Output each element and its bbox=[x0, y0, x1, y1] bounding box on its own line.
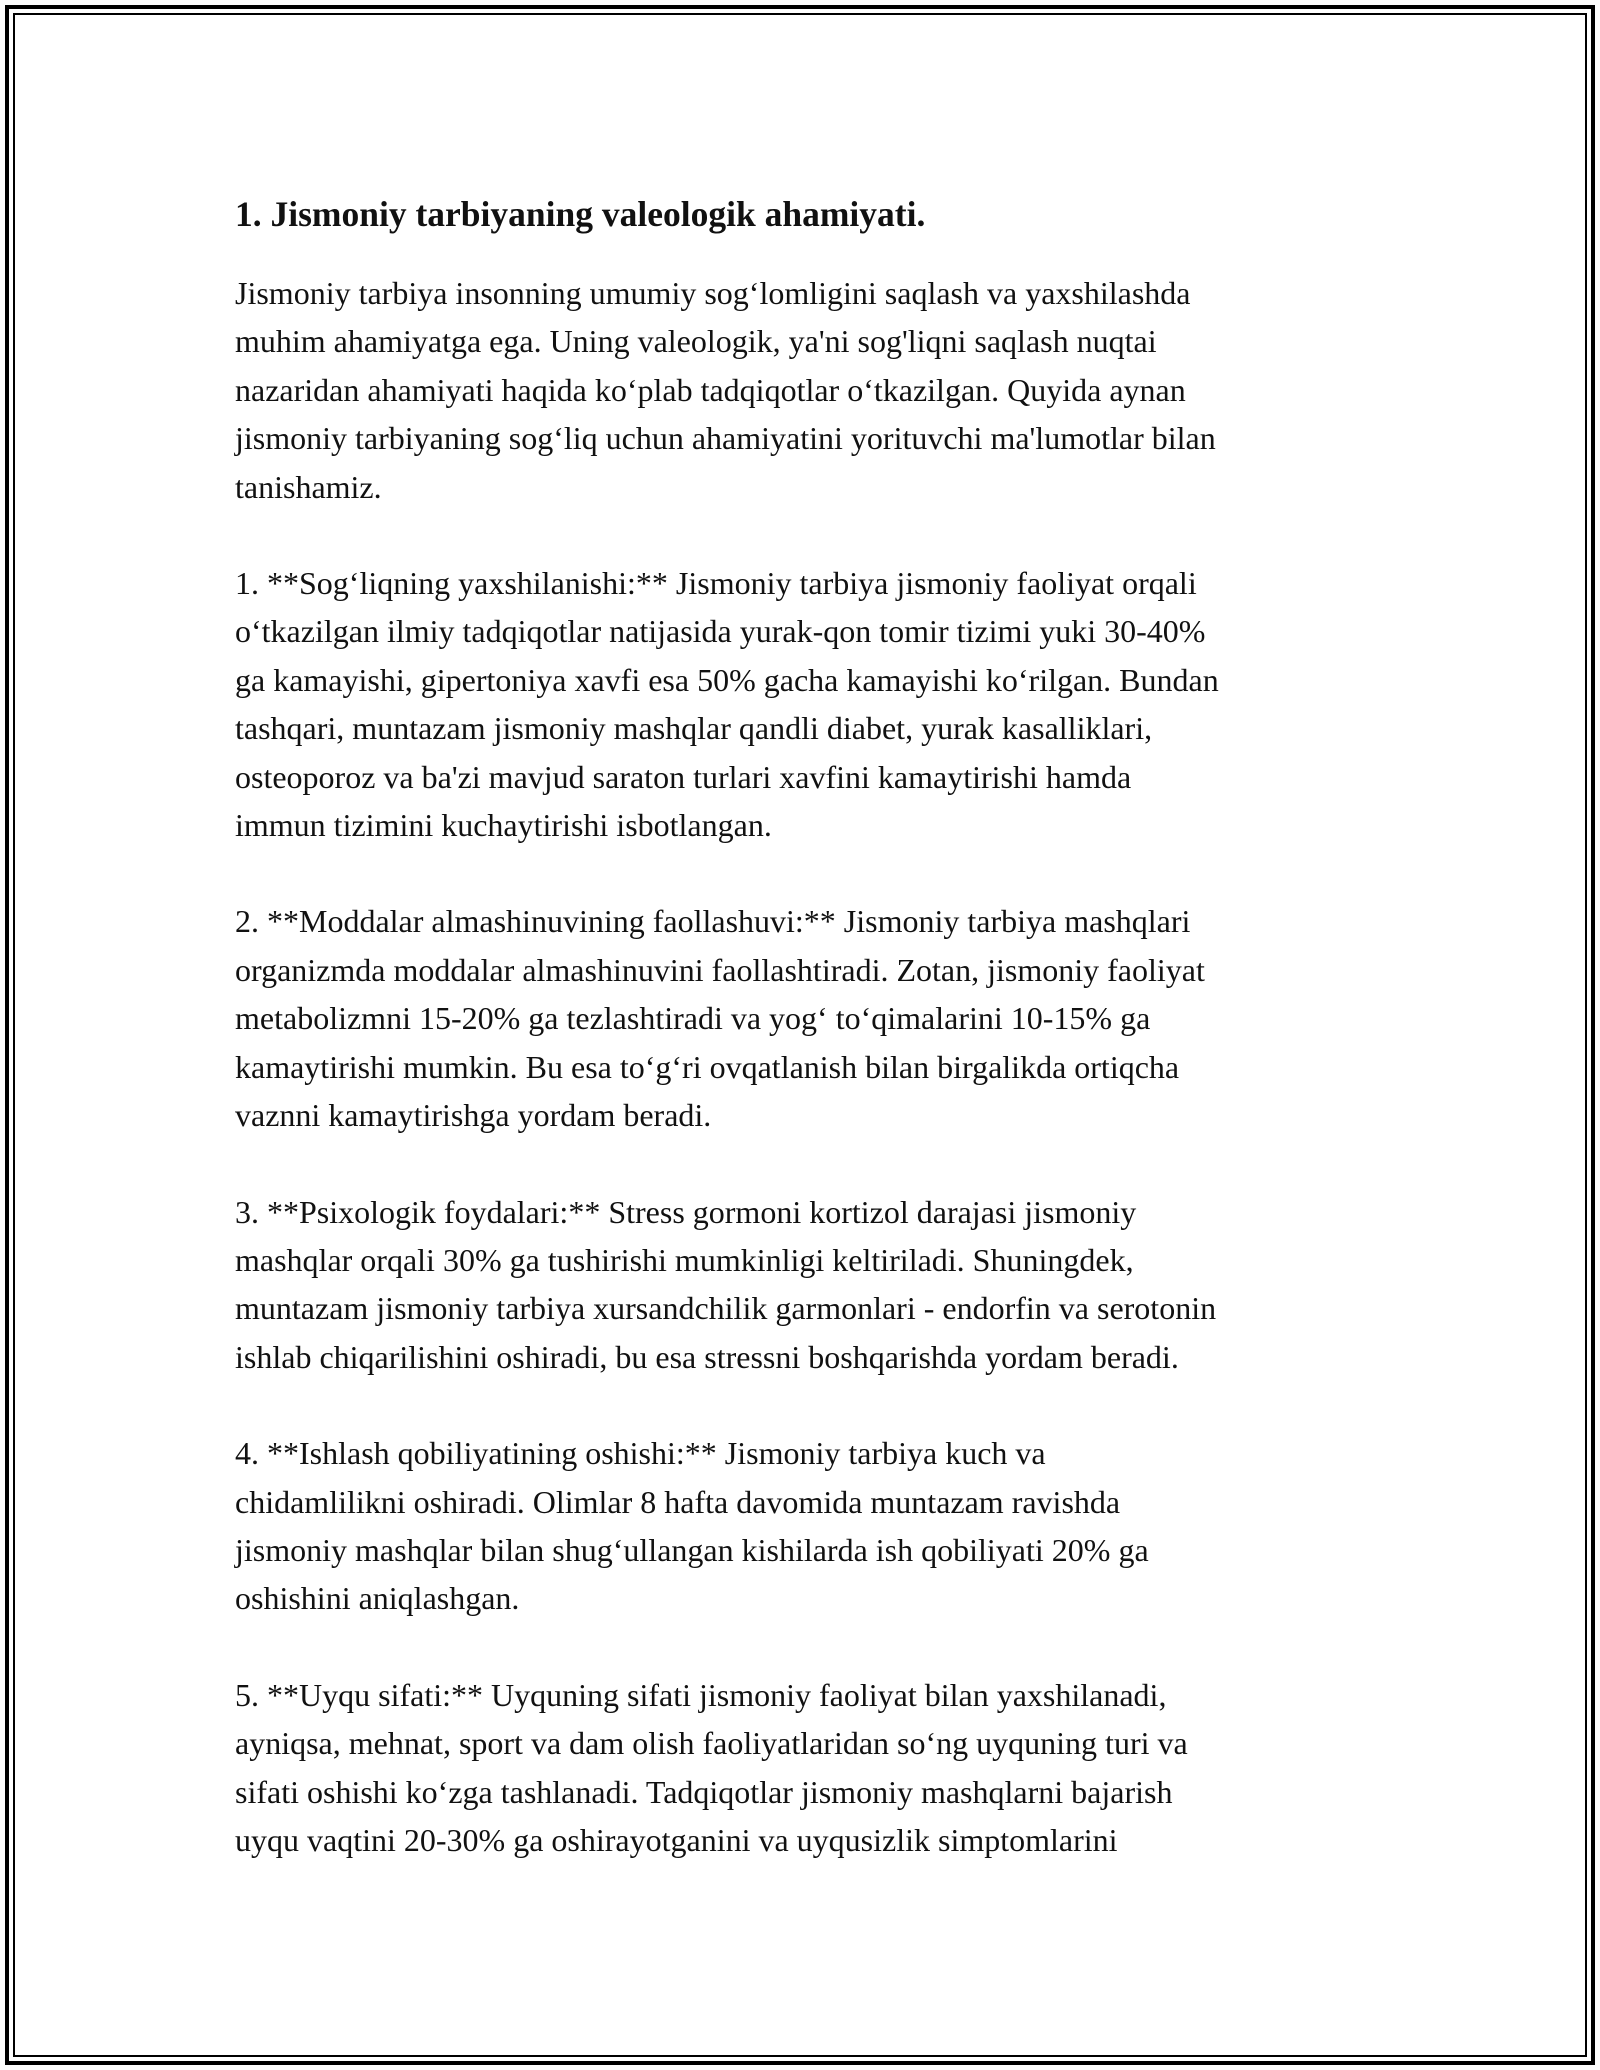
paragraph-work-capacity: 4. **Ishlash qobiliyatining oshishi:** Jismoniy tarbiya kuch va chidamlilikni oshiradi. Olimlar 8 hafta davomida muntazam ravishda jismoniy mashqlar bilan shug‘ullangan kishilarda ish qobiliyati 20% ga oshishini aniqlashgan. bbox=[235, 1435, 1149, 1617]
paragraph-health-improvement: 1. **Sog‘liqning yaxshilanishi:** Jismoniy tarbiya jismoniy faoliyat orqali o‘tkazilgan ilmiy tadqiqotlar natijasida yurak-qon tomir tizimi yuki 30-40% ga kamayishi, gipertoniya xavfi esa 50% gacha kamayishi ko‘rilgan. Bundan tashqari, muntazam jismoniy mashqlar qandli diabet, yurak kasalliklari, osteoporoz va ba'zi mavjud saraton turlari xavfini kamaytirishi hamda immun tizimini kuchaytirishi isbotlangan. bbox=[235, 565, 1219, 844]
paragraph-psychological-benefits: 3. **Psixologik foydalari:** Stress gormoni kortizol darajasi jismoniy mashqlar orqali 30% ga tushirishi mumkinligi keltiriladi. Shuningdek, muntazam jismoniy tarbiya xursandchilik garmonlari - endorfin va serotonin ishlab chiqarilishini oshiradi, bu esa stressni boshqarishda yordam beradi. bbox=[235, 1193, 1217, 1375]
paragraph-metabolism: 2. **Moddalar almashinuvining faollashuvi:** Jismoniy tarbiya mashqlari organizmda moddalar almashinuvini faollashtiradi. Zotan, jismoniy faoliyat metabolizmni 15-20% ga tezlashtiradi va yog‘ to‘qimalarini 10-15% ga kamaytirishi mumkin. Bu esa to‘g‘ri ovqatlanish bilan birgalikda ortiqcha vaznni kamaytirishga yordam beradi. bbox=[235, 903, 1205, 1134]
document-body bbox=[235, 188, 1365, 1912]
intro-paragraph: Jismoniy tarbiya insonning umumiy sog‘lomligini saqlash va yaxshilashda muhim ahamiyatga ega. Uning valeologik, ya'ni sog'liqni saqlash nuqtai nazaridan ahamiyati haqida ko‘plab tadqiqotlar o‘tkazilgan. Quyida aynan jismoniy tarbiyaning sog‘liq uchun ahamiyatini yorituvchi ma'lumotlar bilan tanishamiz. bbox=[235, 275, 1216, 505]
document-title: 1. Jismoniy tarbiyaning valeologik ahamiyati. bbox=[235, 194, 926, 234]
paragraph-sleep-quality: 5. **Uyqu sifati:** Uyquning sifati jismoniy faoliyat bilan yaxshilanadi, ayniqsa, mehnat, sport va dam olish faoliyatlaridan so‘ng uyquning turi va sifati oshishi ko‘zga tashlanadi. Tadqiqotlar jismoniy mashqlarni bajarish uyqu vaqtini 20-30% ga oshirayotganini va uyqusizlik simptomlarini bbox=[235, 1676, 1188, 1858]
